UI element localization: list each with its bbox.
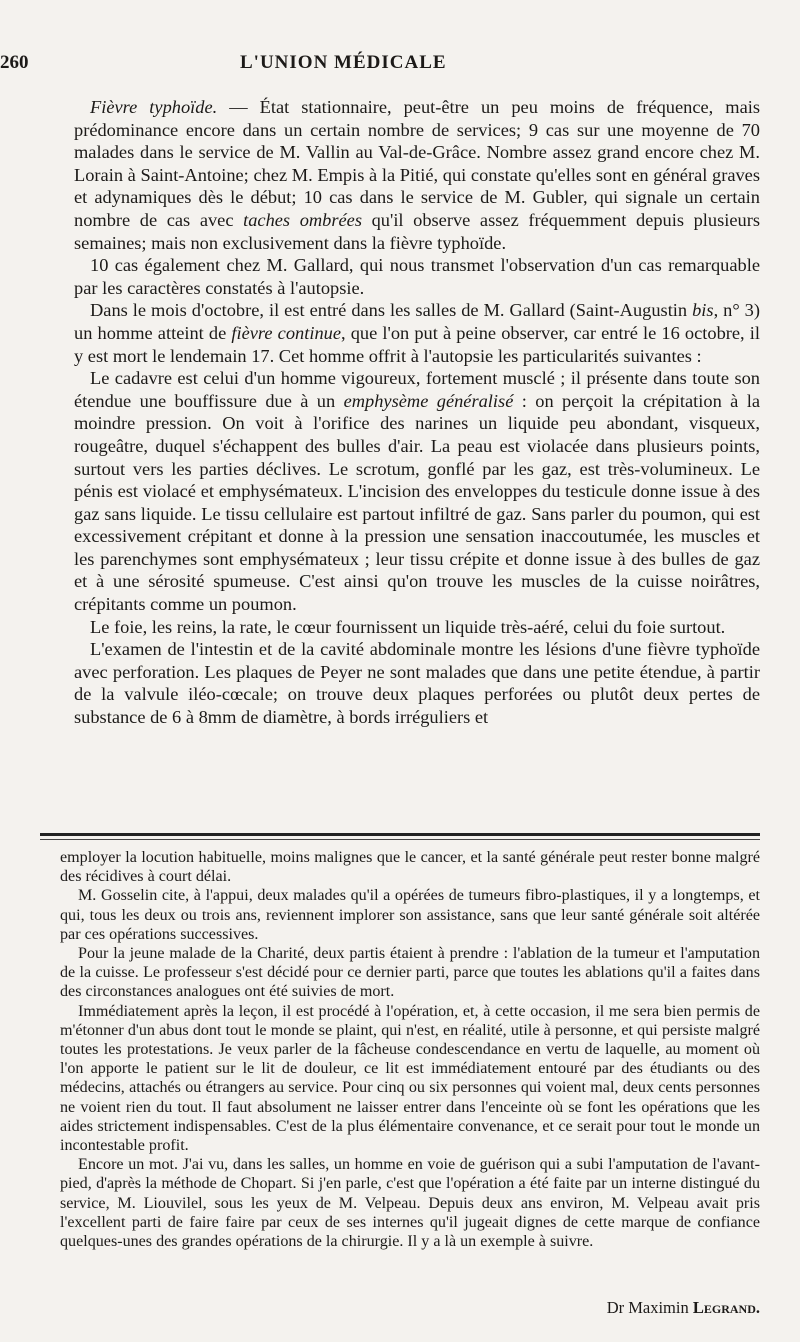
running-head: L'UNION MÉDICALE <box>240 52 447 73</box>
italic-run: taches ombrées <box>243 209 363 230</box>
paragraph-encore: Encore un mot. J'ai vu, dans les salles, un homme en voie de guérison qui a subi l'amputation de l'avant-pied, d'après la méthode de Chopart. Si j'en parle, c'est que l'opération a été faite par un interne distingué du service, M. Liouvilel, sous les yeux de M. Velpeau. Depuis deux ans environ, M. Velpeau avait pris l'excellent parti de faire faire par ceux de ses internes qu'il jugeait dignes de cette marque de confiance quelques-unes des grandes opérations de la chirurgie. Il y a là un exemple à suivre. <box>60 1156 760 1251</box>
paragraph-gallard: 10 cas également chez M. Gallard, qui nous transmet l'observation d'un cas remarquable par les caractères constatés à l'autopsie. <box>74 255 760 298</box>
page-number: 260 <box>0 52 29 73</box>
section-divider <box>40 833 760 836</box>
signature-prefix: Dr Maximin <box>606 1298 693 1317</box>
italic-run: fièvre continue <box>231 322 342 343</box>
paragraph-organs: Le foie, les reins, la rate, le cœur fournissent un liquide très-aéré, celui du foie surtout. <box>90 616 726 637</box>
signature <box>607 1298 760 1318</box>
lower-article <box>60 848 760 1251</box>
text-run: — État stationnaire, peut-être un peu moins de fréquence, mais prédominance encore dans un certain nombre de services; 9 cas sur une moyenne de 70 malades dans le service de M. Vallin au Val-de-Grâce. Nombre assez grand encore chez M. Lorain à Saint-Antoine; chez M. Empis à la Pitié, qui constate qu'elles sont en général graves et adynamiques dès le début; 10 cas dans le service de M. Gubler, qui signale un certain nombre de cas avec <box>74 97 760 230</box>
paragraph-gosselin: M. Gosselin cite, à l'appui, deux malades qu'il a opérées de tumeurs fibro-plastiques, il y a longtemps, et qui, tous les deux ou trois ans, reviennent implorer son assistance, sans que leur santé générale soit altérée par ces opérations successives. <box>60 887 760 943</box>
paragraph-october <box>74 299 760 367</box>
signature-name: Legrand. <box>692 1298 760 1317</box>
section-lead: Fièvre typhoïde. <box>90 97 218 117</box>
paragraph-charite: Pour la jeune malade de la Charité, deux partis étaient à prendre : l'ablation de la tumeur et l'amputation de la cuisse. Le professeur s'est décidé pour ce dernier parti, parce que toutes les ablations qu'il a faites dans des circonstances analogues ont été suivies de mort. <box>60 945 760 1001</box>
text-run: Le cadavre est celui d'un homme vigoureux, fortement musclé ; il présente dans toute son étendue une bouffissure due à un <box>74 368 760 411</box>
italic-run: emphysème généralisé <box>343 390 514 411</box>
text-run: Dans le mois d'octobre, il est entré dans les salles de M. Gallard (Saint-Augustin <box>90 300 693 321</box>
section-divider-thin <box>40 839 760 840</box>
paragraph-continuation: employer la locution habituelle, moins malignes que le cancer, et la santé générale peut rester bonne malgré des récidives à court délai. <box>60 849 760 886</box>
text-run: , n° 3) un homme atteint de <box>74 300 760 343</box>
text-run: : on perçoit la crépitation à la moindre pression. On voit à l'orifice des narines un liquide peu abondant, visqueux, rougeâtre, duquel s'échappent des bulles d'air. La peau est violacée dans plusieurs points, surtout vers les parties déclives. Le scrotum, gonflé par les gaz, est très-volumineux. Le pénis est violacé et emphysémateux. L'incision des enveloppes du testicule donne issue à des gaz sans liquide. Le tissu cellulaire est partout infiltré de gaz. Sans parler du poumon, qui est excessivement crépitant et donne à la pression une sensation inaccoutumée, les muscles et les parenchymes sont emphysémateux ; leur tissu crépite et donne issue à des bulles de gaz et à une sérosité spumeuse. C'est ainsi qu'on trouve les muscles de la cuisse noirâtres, crépitants comme un poumon. <box>74 390 760 615</box>
paragraph-typhoid <box>74 96 760 254</box>
upper-article <box>74 96 760 729</box>
paragraph-operation: Immédiatement après la leçon, il est procédé à l'opération, et, à cette occasion, il me sera bien permis de m'étonner d'un abus dont tout le monde se plaint, qui n'est, en réalité, utile à personne, et qui persiste malgré toutes les protestations. Je veux parler de la fâcheuse condescendance en vertu de laquelle, au moment où l'on apporte le patient sur le lit de douleur, ce lit est immédiatement entouré par des étudiants ou des médecins, attachés ou étrangers au service. Pour cinq ou six personnes qui voient mal, deux cents personnes ne voient rien du tout. Il faut absolument ne laisser entrer dans l'enceinte où se font les opérations que les aides strictement indispensables. C'est de la plus élémentaire convenance, et ce serait pour tout le monde un incontestable profit. <box>60 1002 760 1155</box>
paragraph-cadaver <box>74 367 760 616</box>
italic-run: bis <box>692 300 714 321</box>
text-run: qu'il observe assez fréquemment depuis plusieurs semaines; mais non exclusivement dans la fièvre typhoïde. <box>74 209 760 253</box>
text-run: , que l'on put à peine observer, car entré le 16 octobre, il y est mort le lendemain 17. Cet homme offrit à l'autopsie les particularités suivantes : <box>74 322 760 366</box>
paragraph-intestine: L'examen de l'intestin et de la cavité abdominale montre les lésions d'une fièvre typhoïde avec perforation. Les plaques de Peyer ne sont malades que dans une petite étendue, à partir de la valvule iléo-cœcale; on trouve deux plaques perforées ou plutôt deux pertes de substance de 6 à 8mm de diamètre, à bords irréguliers et <box>74 639 760 728</box>
